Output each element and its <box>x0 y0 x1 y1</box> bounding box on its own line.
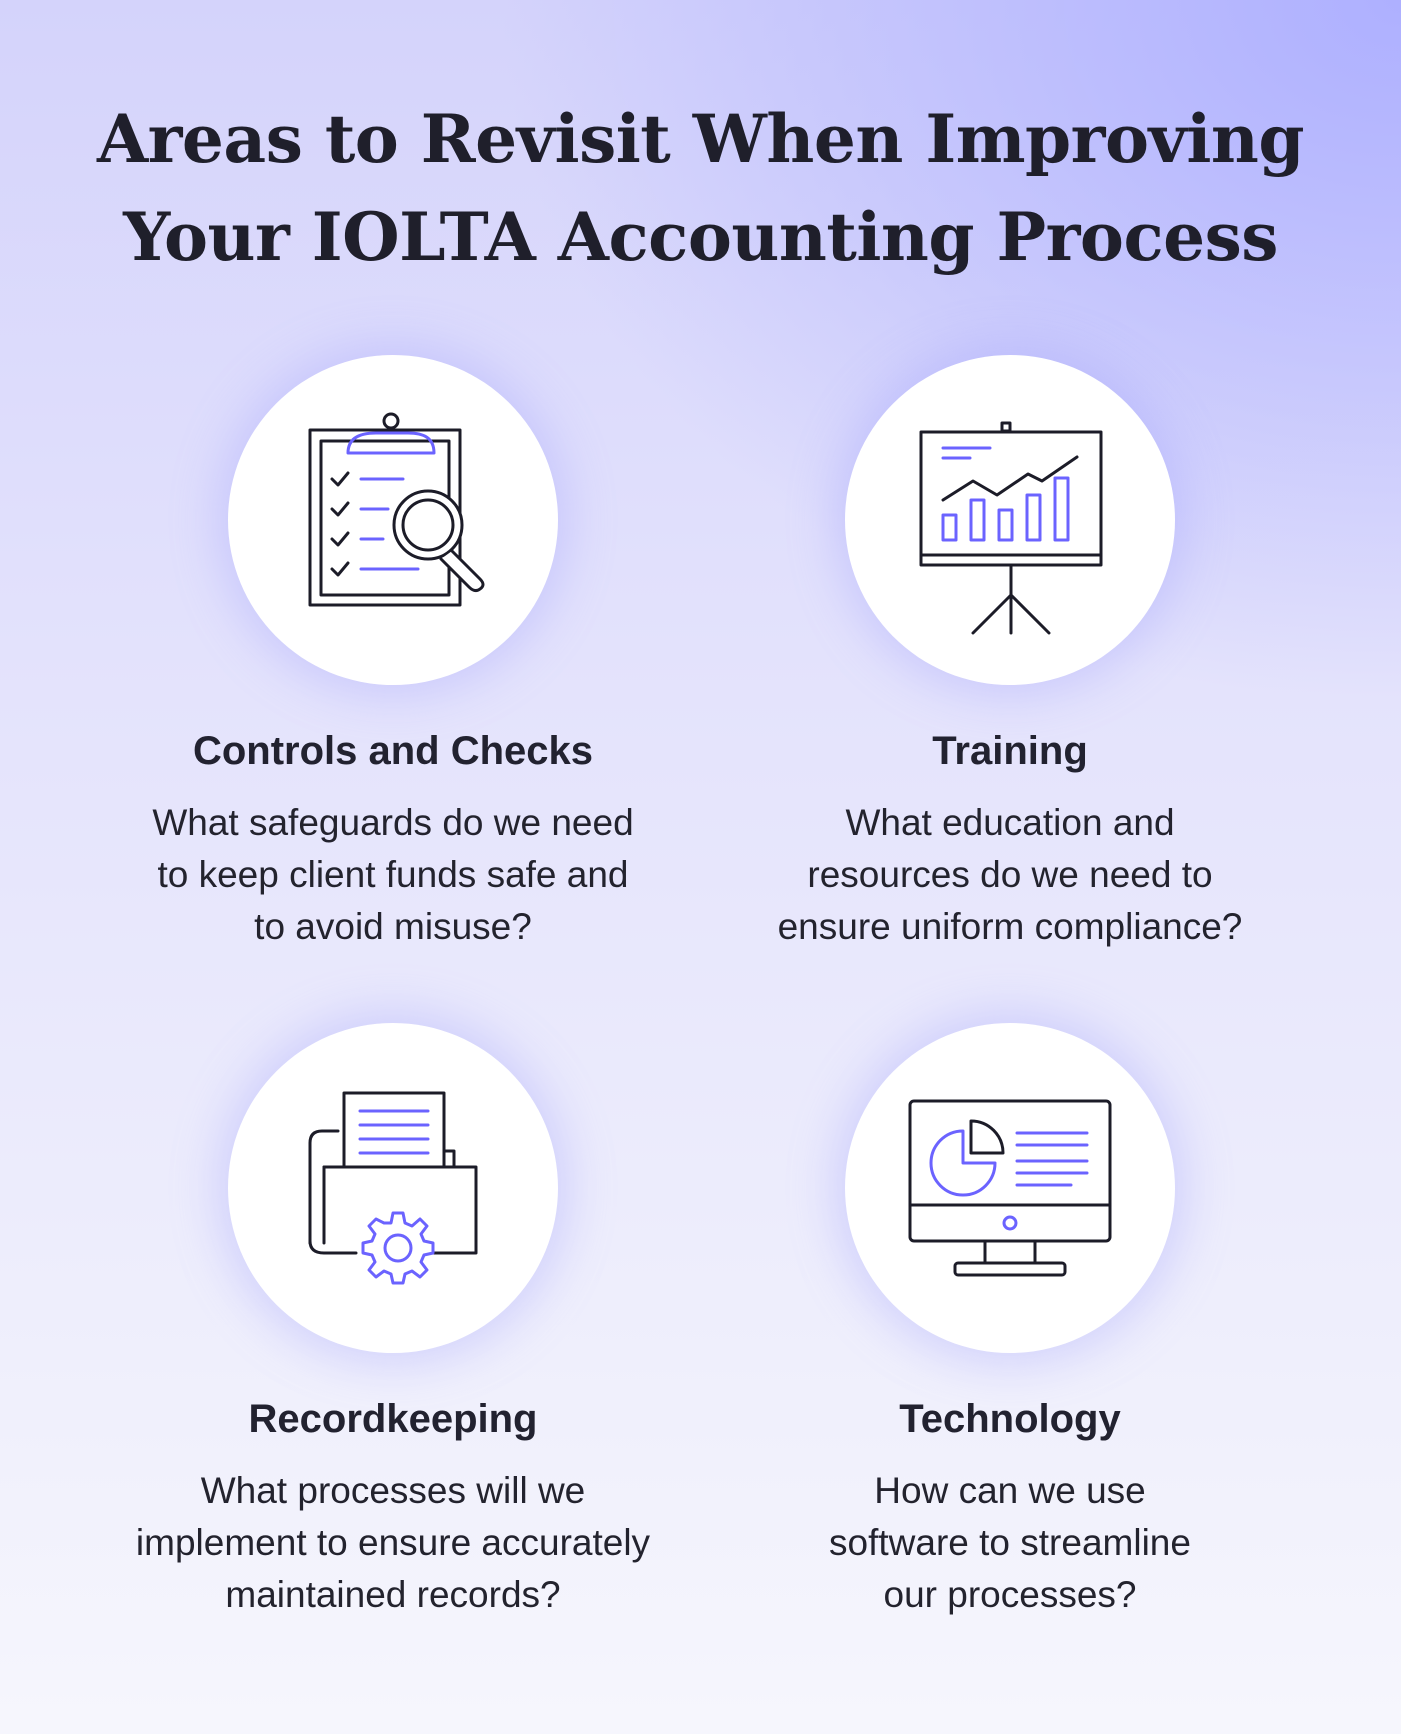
card-description <box>700 1465 1320 1621</box>
description-line: to avoid misuse? <box>254 906 532 947</box>
card-description <box>83 797 703 953</box>
card-training <box>700 355 1320 955</box>
description-line: resources do we need to <box>807 854 1213 895</box>
description-line: implement to ensure accurately <box>135 1522 651 1563</box>
clipboard-magnifier-icon <box>228 355 558 685</box>
page-title <box>0 90 1401 286</box>
description-line: ensure uniform compliance? <box>777 906 1243 947</box>
description-line: our processes? <box>883 1574 1137 1615</box>
icon-circle <box>845 355 1175 685</box>
card-heading: Recordkeeping <box>248 1397 538 1441</box>
description-line: What safeguards do we need <box>152 802 634 843</box>
card-heading: Controls and Checks <box>192 729 594 773</box>
card-description <box>700 797 1320 953</box>
title-line-1: Areas to Revisit When Improving <box>96 100 1305 178</box>
description-line: What education and <box>845 802 1175 843</box>
card-description <box>83 1465 703 1621</box>
card-heading: Training <box>932 729 1088 773</box>
description-line: to keep client funds safe and <box>157 854 629 895</box>
icon-circle <box>228 1023 558 1353</box>
card-technology <box>700 1023 1320 1643</box>
document-gear-icon <box>228 1023 558 1353</box>
description-line: software to streamline <box>829 1522 1191 1563</box>
icon-circle <box>845 1023 1175 1353</box>
description-line: What processes will we <box>200 1470 586 1511</box>
presentation-chart-icon <box>845 355 1175 685</box>
description-line: How can we use <box>874 1470 1146 1511</box>
computer-monitor-icon <box>845 1023 1175 1353</box>
card-heading: Technology <box>899 1397 1121 1441</box>
icon-circle <box>228 355 558 685</box>
title-line-2: Your IOLTA Accounting Process <box>123 198 1278 276</box>
description-line: maintained records? <box>225 1574 561 1615</box>
card-recordkeeping <box>83 1023 703 1643</box>
card-controls-and-checks <box>83 355 703 955</box>
